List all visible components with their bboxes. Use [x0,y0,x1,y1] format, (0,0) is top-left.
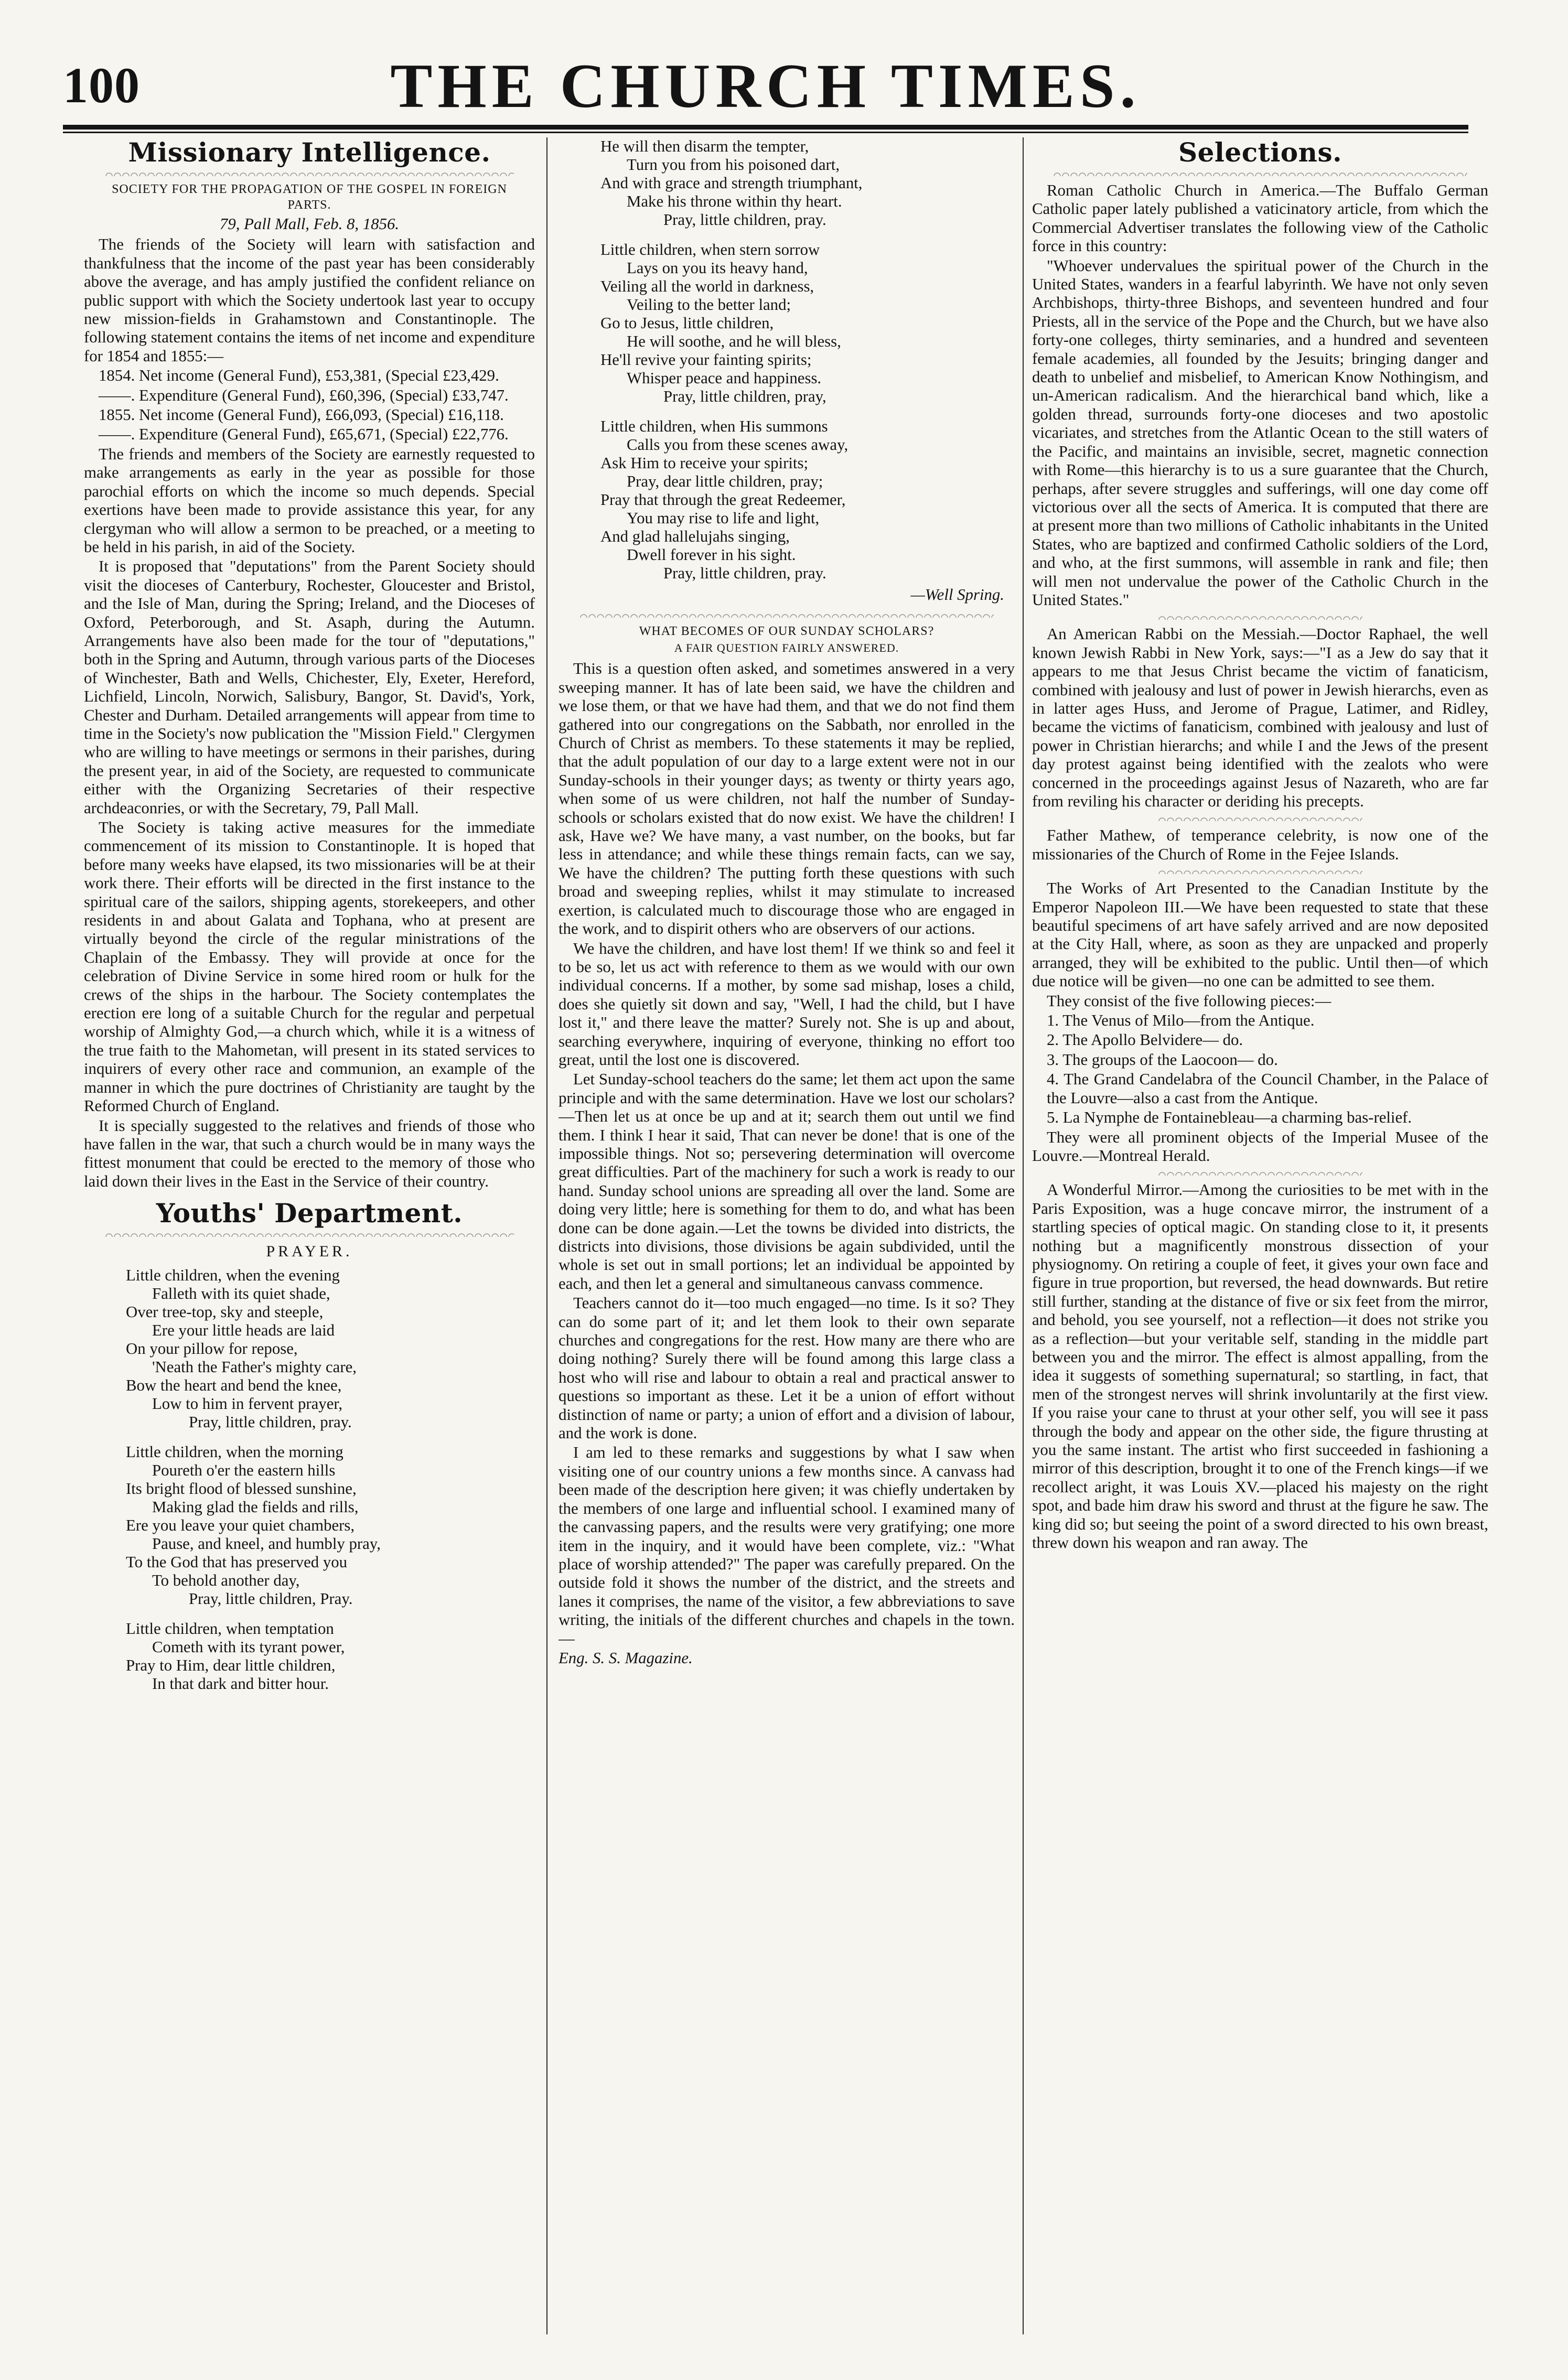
article-paragraph: The friends of the Society will learn with satisfaction and thankfulness that the income of the past year has been considerably above the average, and has amply justified the confident reliance on public support with which the Society undertook last year to occupy new mission-fields in Grahamstown and Constantinople. The following statement contains the items of net income and expenditure for 1854 and 1855:— [84,235,535,365]
poem-line: Calls you from these scenes away, [627,436,849,454]
poem-credit: —Well Spring. [910,586,1004,604]
poem-line: Little children, when temptation [126,1619,334,1638]
article-paragraph: It is proposed that "deputations" from the Parent Society should visit the dioceses of Canterbury, Rochester, Gloucester and Bristol, and the Isle of Man, during the Spring; Ireland, and the Dioceses of Oxford, Peterborough, and St. Asaph, during the Autumn. Arrangements have also been made for the tour of "deputations," both in the Spring and Autumn, through various parts of the Dioceses of Winchester, Bath and Wells, Chichester, Ely, Exeter, Hereford, Lichfield, Lincoln, Norwich, Salisbury, Bangor, St. David's, York, Chester and Durham. Detailed arrangements will appear from time to time in the Society's now publication the "Mission Field." Clergymen who are willing to have meetings or sermons in their parishes, during the present year, in aid of the Society, are requested to communicate either with the Organizing Secretaries of their respective archdeaconries, or with the Secretary, 79, Pall Mall. [84,557,535,817]
article-title: WHAT BECOMES OF OUR SUNDAY SCHOLARS? [639,624,935,639]
selection-paragraph: An American Rabbi on the Messiah.—Doctor Raphael, the well known Jewish Rabbi in New York, says:—"I as a Jew do say that it appears to me that Jesus Christ became the victim of fanaticism, combined with jealousy and lust of power in Jewish hierarchs, even as in latter ages Huss, and Jerome of Prague, Latimer, and Ridley, became the victims of fanaticism, combined with jealousy and lust of power in Christian hierarchs; and while I and the Jews of the present day protest against being identified with the zealots who were concerned in the proceedings against Jesus of Nazareth, who are far from reviling his character or deriding his precepts. [1032,625,1488,810]
ornamental-rule [1053,170,1467,177]
article-credit: Eng. S. S. Magazine. [559,1649,693,1667]
poem-line: Dwell forever in his sight. [627,546,796,564]
article-paragraph: The Society is taking active measures for the immediate commencement of its mission to Constantinople. It is hoped that before many weeks have elapsed, its two missionaries will be at their work there. Their efforts will be directed in the first instance to the spiritual care of the sailors, shipping agents, storekeepers, and other residents in and about Galata and Tophana, who at present are virtually beyond the circle of the regular ministrations of the Chaplain of the Embassy. They will provide at once for the celebration of Divine Service in some hired room or hulk for the crews of the ships in the harbour. The Society contemplates the erection ere long of a suitable Church for the regular and perpetual worship of Almighty God,—a church which, while it is a witness of the true faith to the Mahometan, will present in its stated services to inquirers of every other race and communion, an example of the manner in which the pure doctrines of Christianity are taught by the Reformed Church of England. [84,819,535,1115]
poem-line: Pray to Him, dear little children, [126,1656,336,1674]
poem-line: Lays on you its heavy hand, [627,259,808,277]
selection-paragraph: They were all prominent objects of the Imperial Musee of the Louvre.—Montreal Herald. [1032,1128,1488,1165]
ornamental-rule [105,170,514,177]
finance-line: ——. Expenditure (General Fund), £65,671, (Special) £22,776. [99,425,509,444]
ornamental-rule [579,611,994,619]
poem-line: Pray, little children, Pray. [189,1589,353,1608]
poem-line: On your pillow for repose, [126,1339,298,1358]
poem-line: Poureth o'er the eastern hills [152,1461,336,1479]
list-item: 3. The groups of the Laocoon— do. [1047,1050,1278,1069]
list-item: 5. La Nymphe de Fontainebleau—a charming bas-relief. [1047,1108,1412,1127]
section-title-youths: Youths' Department. [156,1198,463,1229]
poem-line: Veiling all the world in darkness, [600,277,814,295]
poem-line: Little children, when the evening [126,1266,340,1284]
poem-stanza [559,417,1015,583]
poem-line: Cometh with its tyrant power, [152,1638,345,1656]
section-title-missionary: Missionary Intelligence. [128,137,491,168]
article-paragraph: This is a question often asked, and sometimes answered in a very sweeping manner. It has of late been said, we have the children and we lose them, or that we have had them, and that we do not find them gathered into our congregations on the Sabbath, nor enrolled in the Church of Christ as members. To these statements it may be replied, that the adult population of our day to a large extent were not in our Sunday-schools in their younger days; as twenty or thirty years ago, when some of us were children, not half the number of Sunday-schools or scholars existed that do now exist. We have the children! I ask, Have we? We have many, a vast number, on the books, but far less in attendance; and while these things remain facts, can we say, We have the children? The putting forth these questions with such broad and sweeping replies, whilst it may stimulate to increased exertion, is calculated much to discourage those who are engaged in the work, and to dispirit others who are observers of our actions. [559,660,1015,938]
poem-stanza [84,1266,535,1431]
list-item: 4. The Grand Candelabra of the Council Chamber, in the Palace of the Louvre—also a cast from the Antique. [1047,1070,1488,1107]
poem-stanza [84,1620,535,1693]
section-title-selections: Selections. [1178,137,1343,168]
article-paragraph: It is specially suggested to the relatives and friends of those who have fallen in the war, that such a church would be in many ways the fittest monument that could be erected to the memory of those who laid down their lives in the East in the Service of their country. [84,1116,535,1190]
selection-paragraph: The Works of Art Presented to the Canadian Institute by the Emperor Napoleon III.—We have been requested to state that these beautiful specimens of art have safely arrived and are now deposited at the City Hall, where, as soon as they are unpacked and properly arranged, they will be exhibited to the public. Until then—of which due notice will be given—no one can be admitted to see them. [1032,879,1488,990]
article-paragraph: I am led to these remarks and suggestions by what I saw when visiting one of our country unions a few months since. A canvass had been made of the description here given; it was chiefly undertaken by the members of one large and influential school. I examined many of the canvassing papers, and the results were very gratifying; one more item in the inquiry, and it would have been complete, viz.: "What place of worship attended?" The paper was carefully prepared. On the outside fold it shows the number of the district, and the streets and lanes it comprises, the name of the visitor, a few abbreviations to save writing, the initials of the different churches and chapels in the town.— [559,1444,1015,1647]
poem-line: Little children, when stern sorrow [600,241,820,259]
poem-line: And with grace and strength triumphant, [600,174,863,192]
poem-line: Turn you from his poisoned dart, [627,156,840,174]
selection-paragraph: They consist of the five following pieces:— [1047,992,1331,1010]
poem-line: Little children, when the morning [126,1442,343,1461]
poem-line: Over tree-top, sky and steeple, [126,1302,324,1321]
column-3 [1032,137,1488,2342]
ornamental-rule [1158,815,1362,822]
poem-line: Little children, when His summons [600,417,828,435]
finance-line: 1854. Net income (General Fund), £53,381, (Special £23,429. [99,367,499,385]
poem-stanza [559,137,1015,229]
ornamental-rule [105,1231,514,1238]
poem-line: You may rise to life and light, [627,509,820,527]
list-item: 2. The Apollo Belvidere— do. [1047,1031,1243,1049]
poem-line: To behold another day, [152,1571,300,1589]
poem-stanza [559,241,1015,406]
column-divider [1023,137,1024,2334]
poem-line: Pray, little children, pray. [663,211,826,229]
poem-line: Low to him in fervent prayer, [152,1394,343,1413]
poem-line: He will then disarm the tempter, [600,137,809,155]
masthead-rule [63,125,1468,133]
ornamental-rule [1158,613,1362,621]
column-1 [84,137,535,2342]
poem-title: PRAYER. [266,1243,353,1261]
poem-line: 'Neath the Father's mighty care, [152,1358,357,1376]
article-paragraph: Let Sunday-school teachers do the same; let them act upon the same principle and with the same determination. Have we lost our scholars?—Then let us at once be up and at it; search them out until we find them. I think I hear it said, That can never be done! that is one of the impossible things. Not so; persevering determination will overcome great difficulties. Part of the machinery for such a work is ready to our hand. Sunday school unions are spreading all over the land. Some are doing very little; here is something for them to do, and what has been done can be done again.—Let the towns be divided into districts, the districts into divisions, those divisions be again subdivided, until the whole is set out in small portions; let an individual be appointed by each, and then let a general and simultaneous canvass commence. [559,1070,1015,1293]
poem-line: He will soothe, and he will bless, [627,332,841,350]
finance-line: 1855. Net income (General Fund), £66,093, (Special) £16,118. [99,406,504,424]
poem-line: Making glad the fields and rills, [152,1498,359,1516]
ornamental-rule [1158,1169,1362,1177]
article-paragraph: Teachers cannot do it—too much engaged—no time. Is it so? They can do some part of it; and let them look to their own separate churches and congregations for the rest. How many are there who are doing nothing? Surely there will be found among this large class a host who will rise and labour to obtain a real and practical answer to questions so important as these. Let it be a union of effort without distinction of name or party; a union of effort and a division of labour, and the work is done. [559,1294,1015,1442]
selection-paragraph: "Whoever undervalues the spiritual power of the Church in the United States, wanders in a fearful labyrinth. We have not only seven Archbishops, thirty-three Bishops, and seventeen hundred and four Priests, all in the service of the Pope and the Church, but we have also forty-one colleges, thirty seminaries, and a hundred and seventeen female academies, all founded by the Jesuits; bringing danger and death to unbelief and misbelief, to American Know Nothingism, and un-American radicalism. And the hierarchical band which, like a golden thread, surrounds forty-one dioceses and two apostolic vicariates, and stretches from the Atlantic Ocean to the still waters of the Pacific, and maintains an invisible, secret, magnetic connection with Rome—this hierarchy is to us a sure guarantee that the Church, perhaps, after severe struggles and sufferings, will one day come off victorious over all the sects of America. It is computed that there are at present more than two millions of Catholic inhabitants in the United States, who are baptized and confirmed Catholic soldiers of the Lord, and who, at the first summons, will assemble in rank and file; then will men not undervalue the power of the Catholic Church in the United States." [1032,256,1488,609]
dateline: 79, Pall Mall, Feb. 8, 1856. [219,215,400,233]
poem-line: Ere your little heads are laid [152,1321,335,1339]
poem-line: Pray, little children, pray. [663,564,826,582]
newspaper-title: THE CHURCH TIMES. [390,51,1141,121]
poem-line: Ask Him to receive your spirits; [600,454,809,472]
poem-line: Pause, and kneel, and humbly pray, [152,1534,381,1553]
poem-line: Pray, dear little children, pray; [627,472,823,490]
poem-line: In that dark and bitter hour. [152,1674,329,1693]
finance-line: ——. Expenditure (General Fund), £60,396, (Special) £33,747. [99,386,509,404]
masthead [63,50,1468,123]
column-2 [559,137,1015,2342]
selection-paragraph: Roman Catholic Church in America.—The Buffalo German Catholic paper lately published a vaticinatory article, from which the Commercial Advertiser translates the following view of the Catholic force in this country: [1032,181,1488,255]
article-paragraph: The friends and members of the Society are earnestly requested to make arrangements as early in the year as possible for those parochial efforts on which the income so much depends. Special exertions have been made to provide assistance this year, for any clergyman who will allow a sermon to be preached, or a meeting to be held in his parish, in aid of the Society. [84,445,535,556]
society-heading: SOCIETY FOR THE PROPAGATION OF THE GOSPEL IN FOREIGN PARTS. [112,182,507,212]
list-item: 1. The Venus of Milo—from the Antique. [1047,1011,1315,1030]
poem-stanza [84,1443,535,1608]
poem-line: Veiling to the better land; [627,296,791,314]
poem-line: Whisper peace and happiness. [627,369,822,387]
poem-line: Bow the heart and bend the knee, [126,1376,342,1394]
article-subtitle: A FAIR QUESTION FAIRLY ANSWERED. [674,641,899,655]
poem-line: Its bright flood of blessed sunshine, [126,1479,357,1498]
article-paragraph: We have the children, and have lost them! If we think so and feel it to be so, let us act with reference to them as we would with our own individual concerns. If a mother, by some sad mishap, loses a child, does she quietly sit down and say, "Well, I had the child, but I have lost it," and there leave the matter? Surely not. She is up and about, searching everywhere, inquiring of everyone, thinking no effort too great, until the lost one is discovered. [559,939,1015,1069]
poem-line: Pray, little children, pray. [189,1413,352,1431]
poem-line: Ere you leave your quiet chambers, [126,1516,355,1534]
poem-line: To the God that has preserved you [126,1553,348,1571]
poem-line: Go to Jesus, little children, [600,314,774,332]
selection-paragraph: A Wonderful Mirror.—Among the curiosities to be met with in the Paris Exposition, was a huge concave mirror, the instrument of a startling species of optical magic. On standing close to it, it presents nothing but a magnificently monstrous dissection of your physiognomy. On retiring a couple of feet, it gives your own face and figure in true proportion, but reversed, the head downwards. But retire still further, standing at the distance of five or six feet from the mirror, and behold, you see yourself, not a reflection—it does not strike you as a reflection—but your veritable self, standing in the middle part between you and the mirror. The effect is almost appalling, from the idea it suggests of something supernatural; so startling, in fact, that men of the strongest nerves will shrink involuntarily at the first view. If you raise your cane to thrust at your other self, you will see it pass through the body and appear on the other side, the figure thrusting at you the same instant. The artist who first succeeded in fashioning a mirror of this description, brought it to one of the French kings—if we recollect aright, it was Louis XV.—placed his majesty on the right spot, and bade him draw his sword and thrust at the figure he saw. The king did so; but seeing the point of a sword directed to his own breast, threw down his weapon and ran away. The [1032,1181,1488,1552]
poem-line: Pray that through the great Redeemer, [600,491,846,509]
column-divider [546,137,547,2334]
poem-line: Pray, little children, pray, [663,387,826,405]
poem-line: He'll revive your fainting spirits; [600,351,812,369]
ornamental-rule [1158,868,1362,875]
selection-paragraph: Father Mathew, of temperance celebrity, is now one of the missionaries of the Church of Rome in the Fejee Islands. [1032,826,1488,863]
poem-line: And glad hallelujahs singing, [600,527,790,545]
poem-line: Falleth with its quiet shade, [152,1284,330,1302]
poem-line: Make his throne within thy heart. [627,192,842,210]
page-number: 100 [63,57,140,113]
